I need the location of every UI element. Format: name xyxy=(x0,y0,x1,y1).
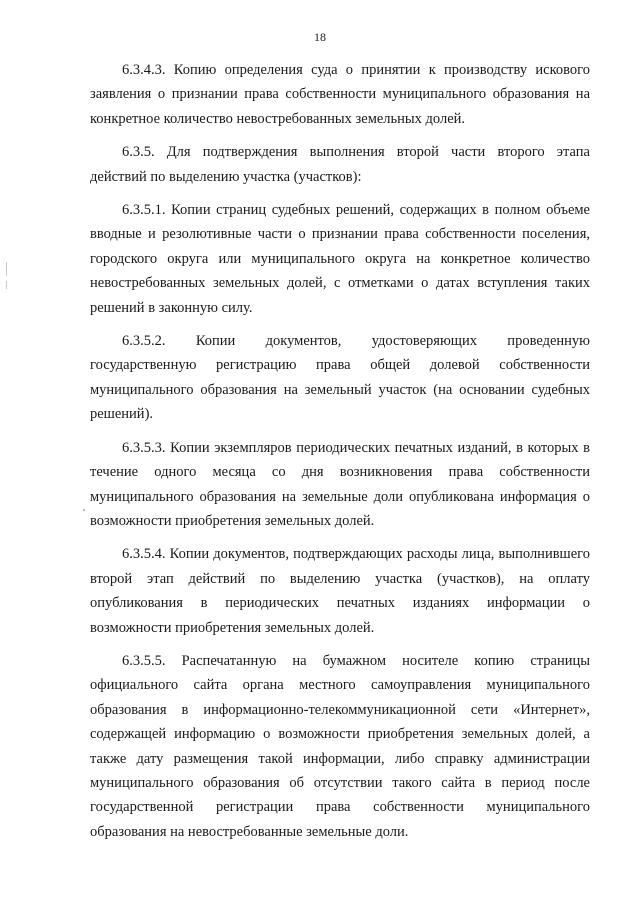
paragraph-6-3-5-5: 6.3.5.5. Распечатанную на бумажном носителе копию страницы официального сайта органа местного самоуправления муниципального образования в информационно-телекоммуникационной сети «Интернет», содержащей информацию о возможности приобретения земельных долей, а также дату размещения такой информации, либо справку администрации муниципального образования об отсутствии такого сайта в период после государственной регистрации права собственности муниципального образования на невостребованные земельные доли. xyxy=(90,652,590,840)
paragraph-6-3-5: 6.3.5. Для подтверждения выполнения второй части второго этапа действий по выделению участка (участков): xyxy=(90,144,590,185)
document-body xyxy=(90,58,590,844)
paragraph-6-3-5-2: 6.3.5.2. Копии документов, удостоверяющих проведенную государственную регистрацию права общей долевой собственности муниципального образования на земельный участок (на основании судебных решений). xyxy=(90,333,590,423)
scan-margin-mark xyxy=(6,262,7,276)
paragraph-6-3-4-3: 6.3.4.3. Копию определения суда о принятии к производству искового заявления о признании права собственности муниципального образования на конкретное количество невостребованных земельных долей. xyxy=(90,62,590,127)
scan-margin-mark xyxy=(6,281,7,289)
paragraph-6-3-5-4: 6.3.5.4. Копии документов, подтверждающих расходы лица, выполнившего второй этап действий по выделению участка (участков), на оплату опубликования в периодических печатных изданиях информации о возможности приобретения земельных долей. xyxy=(90,546,590,636)
page-number: 18 xyxy=(314,30,326,44)
scan-dot-mark xyxy=(83,509,85,511)
paragraph-6-3-5-1: 6.3.5.1. Копии страниц судебных решений, содержащих в полном объеме вводные и резолютивные части о признании права собственности поселения, городского округа или муниципального округа на конкретное количество невостребованных земельных долей, с отметками о датах вступления таких решений в законную силу. xyxy=(90,202,590,316)
paragraph-6-3-5-3: 6.3.5.3. Копии экземпляров периодических печатных изданий, в которых в течение одного месяца со дня возникновения права собственности муниципального образования на земельные доли опубликована информация о возможности приобретения земельных долей. xyxy=(90,439,590,529)
